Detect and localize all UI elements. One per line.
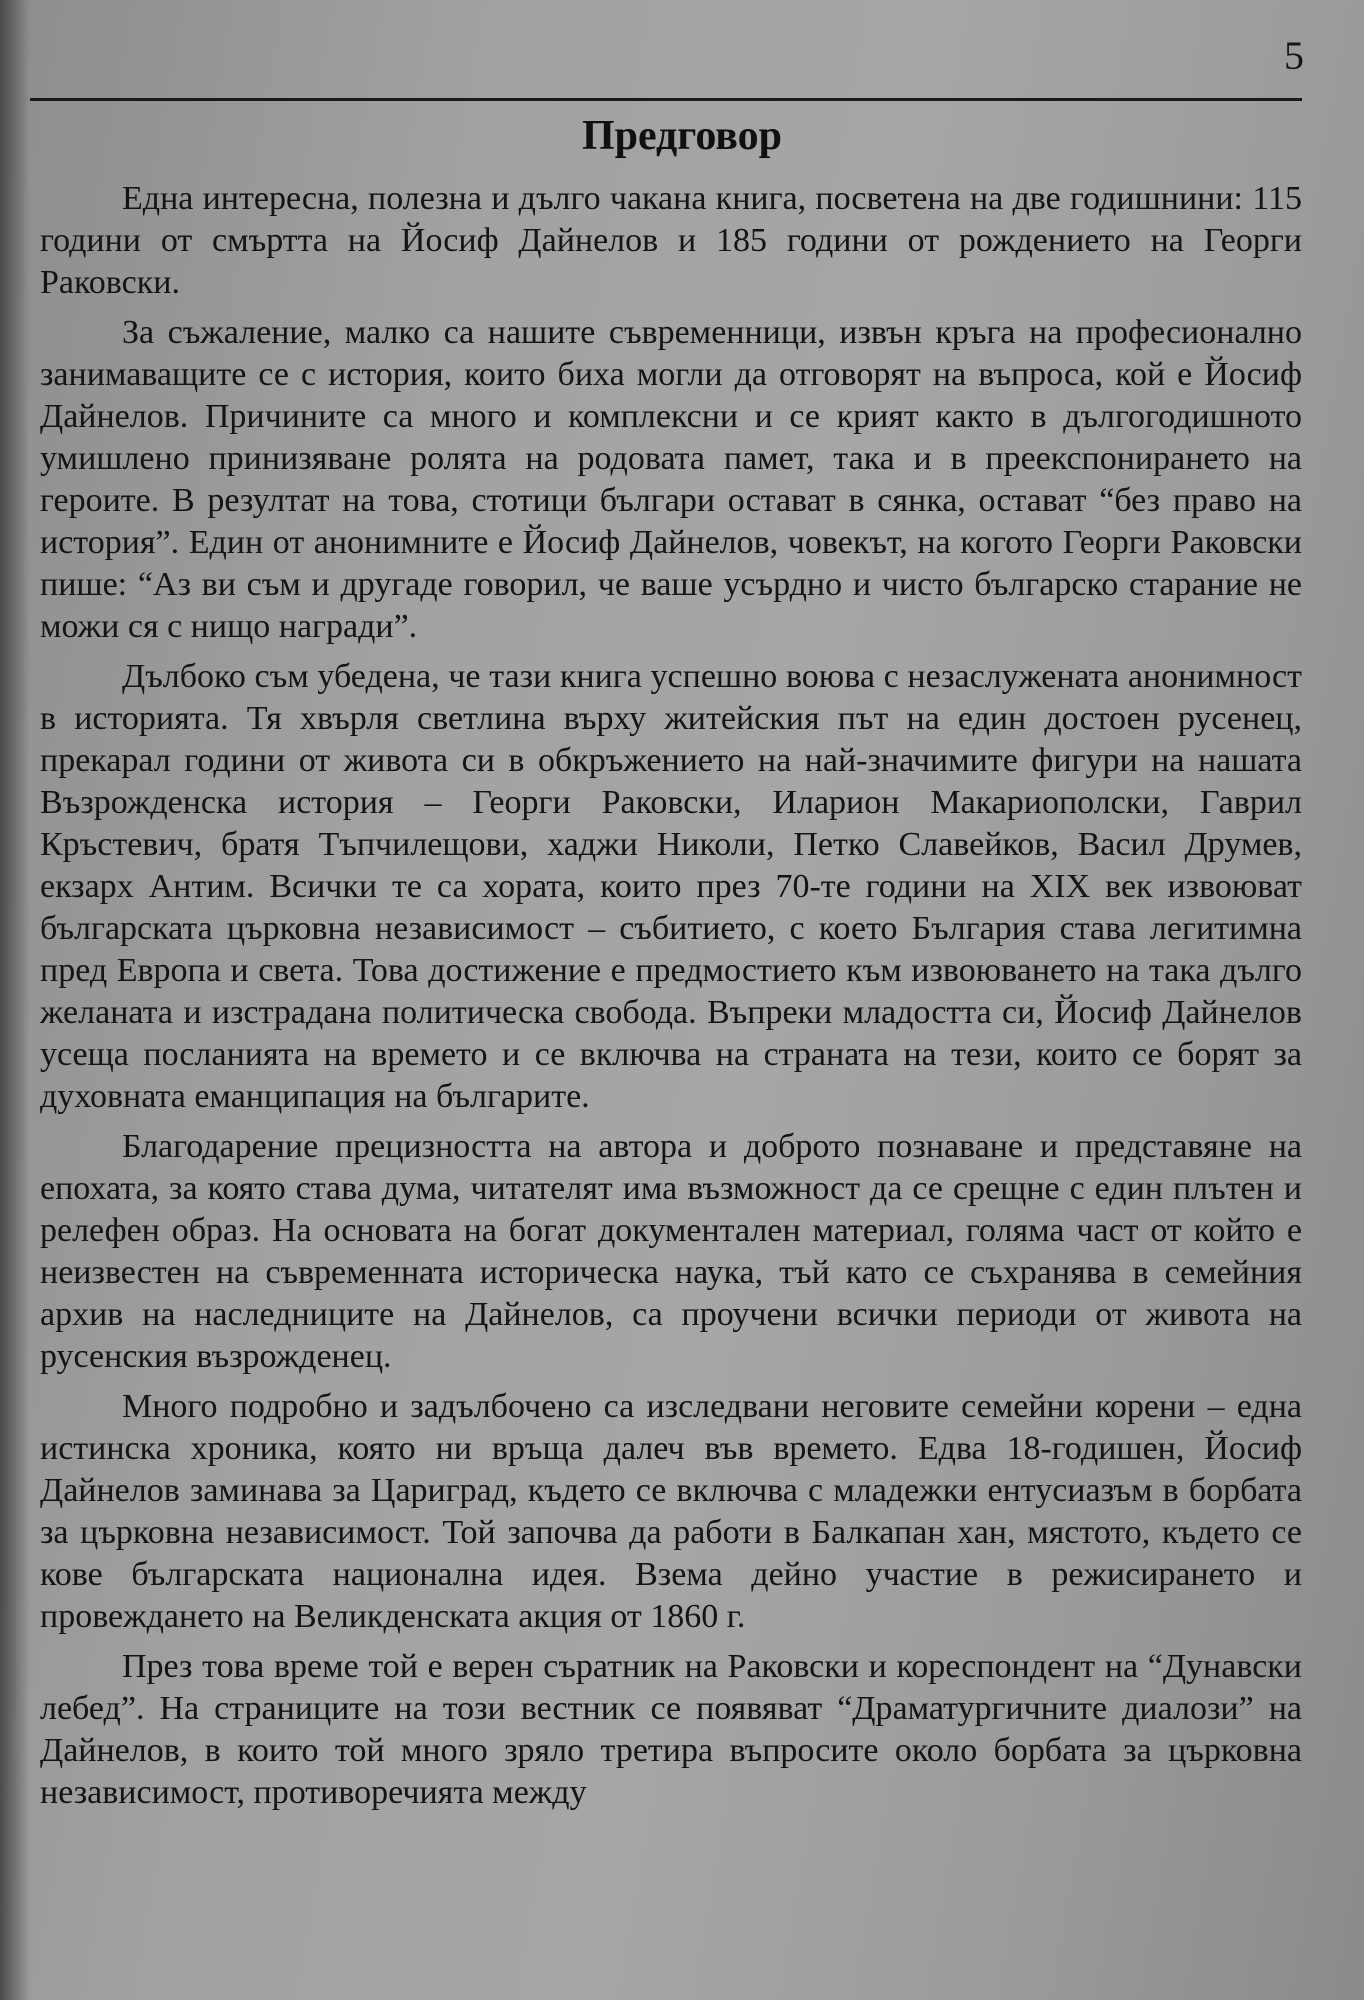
paragraph: За съжаление, малко са нашите съвременници, извън кръга на професионално занимаващите се с история, които биха могли да отговорят на въпроса, кой е Йосиф Дайнелов. Причините са много и комплексни и се крият както в дългогодишното умишлено принизяване ролята на родовата памет, така и в преекспонирането на героите. В резултат на това, стотици българи остават в сянка, остават “без право на история”. Един от анонимните е Йосиф Дайнелов, човекът, на когото Георги Раковски пише: “Аз ви съм и другаде говорил, че ваше усърдно и чисто българско старание не можи ся с нищо награди”.: [40, 314, 1302, 645]
binding-shadow: [0, 0, 30, 2000]
body-text: [40, 178, 1302, 1822]
paragraph: Една интересна, полезна и дълго чакана книга, посветена на две годишнини: 115 години от смъртта на Йосиф Дайнелов и 185 години от рождението на Георги Раковски.: [40, 180, 1302, 301]
page-title: Предговор: [581, 113, 783, 159]
paragraph: Благодарение прецизността на автора и доброто познаване и представяне на епохата, за която става дума, читателят има възможност да се срещне с един плътен и релефен образ. На основата на богат документален материал, голяма част от който е неизвестен на съвременната историческа наука, тъй като се съхранява в семейния архив на наследниците на Дайнелов, са проучени всички периоди от живота на русенския възрожденец.: [40, 1128, 1302, 1375]
header-rule: [30, 98, 1302, 101]
paragraph: Много подробно и задълбочено са изследвани неговите семейни корени – една истинска хроника, която ни връща далеч във времето. Едва 18-годишен, Йосиф Дайнелов заминава за Цариград, където се включва с младежки ентусиазъм в борбата за църковна независимост. Той започва да работи в Балкапан хан, мястото, където се кове българската национална идея. Взема дейно участие в режисирането и провеждането на Великденската акция от 1860 г.: [40, 1388, 1302, 1635]
page-number: 5: [1284, 33, 1304, 78]
paragraph: През това време той е верен съратник на Раковски и кореспондент на “Дунавски лебед”. На страниците на този вестник се появяват “Драматургичните диалози” на Дайнелов, в които той много зряло третира въпросите около борбата за църковна независимост, противоречията между: [40, 1648, 1302, 1811]
paragraph: Дълбоко съм убедена, че тази книга успешно воюва с незаслужената анонимност в историята. Тя хвърля светлина върху житейския път на един достоен русенец, прекарал години от живота си в обкръжението на най-значимите фигури на нашата Възрожденска история – Георги Раковски, Иларион Макариополски, Гаврил Кръстевич, братя Тъпчилещови, хаджи Николи, Петко Славейков, Васил Друмев, екзарх Антим. Всички те са хората, които през 70-те години на XIX век извоюват българската църковна независимост – събитието, с което България става легитимна пред Европа и света. Това достижение е предмостието към извоюването на така дълго желаната и изстрадана политическа свобода. Въпреки младостта си, Йосиф Дайнелов усеща посланията на времето и се включва на страната на тези, които се борят за духовната еманципация на българите.: [40, 658, 1302, 1115]
